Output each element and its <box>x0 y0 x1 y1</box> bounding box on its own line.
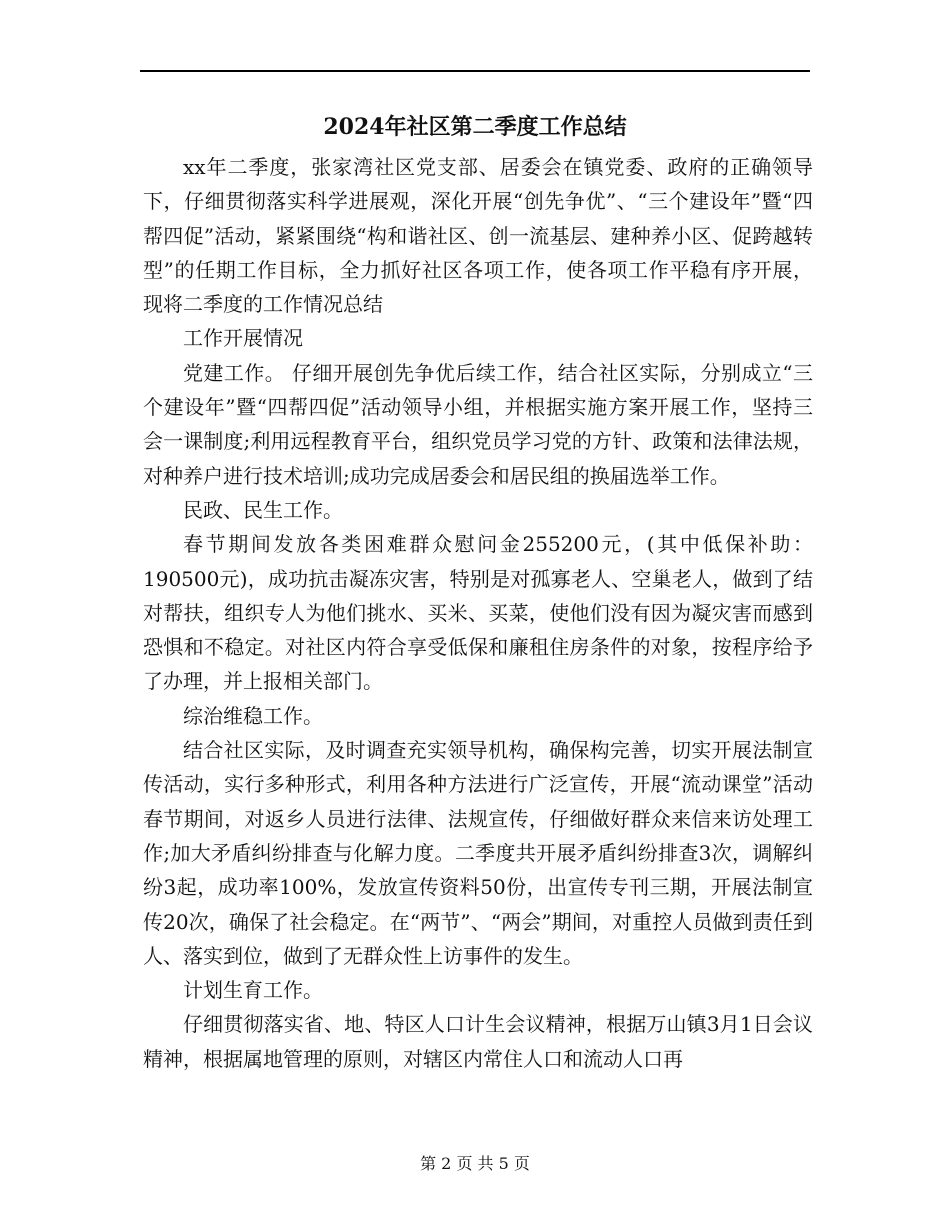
page-number: 第 2 页 共 5 页 <box>420 1154 530 1173</box>
section-heading-family-planning: 计划生育工作。 <box>183 978 323 1003</box>
document-body <box>143 150 813 1076</box>
paragraph-stability: 结合社区实际，及时调查充实领导机构，确保构完善，切实开展法制宣传活动，实行多种形式，利用各种方法进行广泛宣传，开展“流动课堂”活动春节期间，对返乡人员进行法律、法规宣传，仔细做好群众来信来访处理工作;加大矛盾纠纷排查与化解力度。二季度共开展矛盾纠纷排查3次，调解纠纷3起，成功率100%，发放宣传资料50份，出宣传专刊三期，开展法制宣传20次，确保了社会稳定。在“两节”、“两会”期间，对重控人员做到责任到人、落实到位，做到了无群众性上访事件的发生。 <box>143 738 813 968</box>
paragraph-intro: xx年二季度，张家湾社区党支部、居委会在镇党委、政府的正确领导下，仔细贯彻落实科学进展观，深化开展“创先争优”、“三个建设年”暨“四帮四促”活动，紧紧围绕“构和谐社区、创一流基层、建种养小区、促跨越转型”的任期工作目标，全力抓好社区各项工作，使各项工作平稳有序开展，现将二季度的工作情况总结 <box>143 155 813 317</box>
section-heading-stability: 综治维稳工作。 <box>183 703 323 728</box>
document-title: 2024年社区第二季度工作总结 <box>323 114 627 140</box>
paragraph-civil-affairs: 春节期间发放各类困难群众慰问金255200元，(其中低保补助：190500元)，成功抗击凝冻灾害，特别是对孤寡老人、空巢老人，做到了结对帮扶，组织专人为他们挑水、买米、买菜，使他们没有因为凝灾害而感到恐惧和不稳定。对社区内符合享受低保和廉租住房条件的对象，按程序给予了办理，并上报相关部门。 <box>143 532 813 694</box>
paragraph-party-building: 党建工作。 仔细开展创先争优后续工作，结合社区实际，分别成立“三个建设年”暨“四帮四促”活动领导小组，并根据实施方案开展工作，坚持三会一课制度;利用远程教育平台，组织党员学习党的方针、政策和法律法规，对种养户进行技术培训;成功完成居委会和居民组的换届选举工作。 <box>143 360 813 488</box>
section-heading-civil-affairs: 民政、民生工作。 <box>183 497 343 522</box>
header-rule <box>140 70 810 72</box>
paragraph-family-planning: 仔细贯彻落实省、地、特区人口计生会议精神，根据万山镇3月1日会议精神，根据属地管理的原则，对辖区内常住人口和流动人口再 <box>143 1012 813 1071</box>
section-heading-work-overview: 工作开展情况 <box>183 326 303 351</box>
